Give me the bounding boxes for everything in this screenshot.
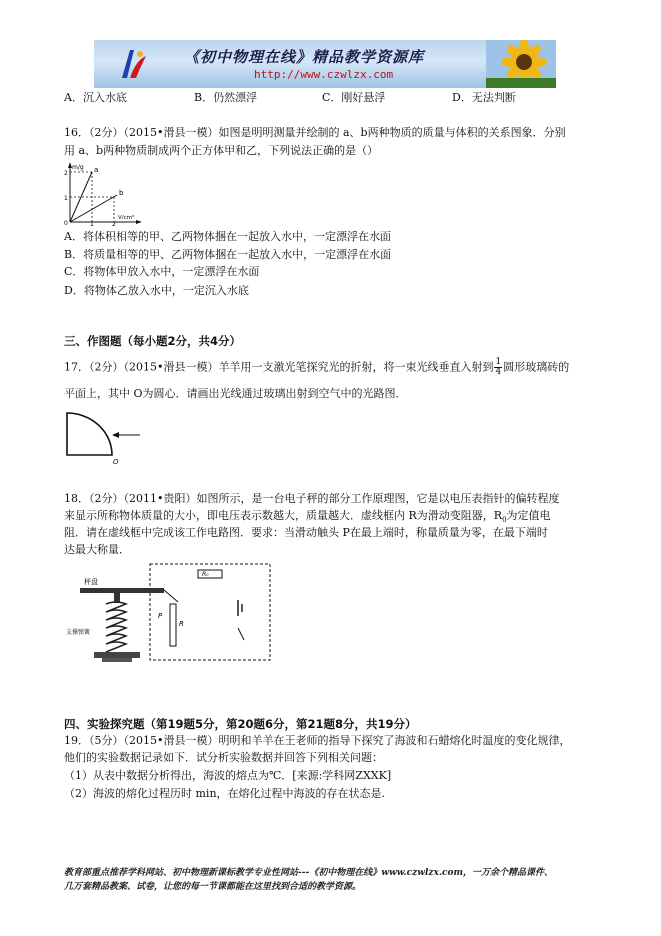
label-pan: 秤盘 [84,578,98,586]
graph-ytick-1: 1 [64,195,68,202]
q19-stem-line2: 他们的实验数据记录如下．试分析实验数据并回答下列相关问题： [64,751,383,764]
label-spring: 支撑弹簧 [66,629,91,636]
q16-stem-line2: 用 a、b两种物质制成两个正方体甲和乙，下列说法正确的是（） [64,144,379,157]
q18-stem-line2: 来显示所称物体质量的大小，即电压表示数越大，质量越大．虚线框内 R为滑动变阻器，$R_0$为定值电 [64,509,551,525]
q16-option-b: B．将质量相等的甲、乙两物体捆在一起放入水中，一定漂浮在水面 [64,248,392,261]
q15-option-d: D．无法判断 [452,91,516,104]
footer-line1: 教育部重点推荐学科网站、初中物理新课标教学专业性网站---《初中物理在线》www.czwlzx.com，一万余个精品课件、 [64,868,554,878]
banner-url: http://www.czwlzx.com [254,68,394,81]
q17-stem-line1: 17．（2分）（2015•滑县一模）羊羊用一支激光笔探究光的折射，将一束光线垂直入射到 $\frac{1}{4}$ 圆形玻璃砖的 [64,357,570,377]
graph-xlabel: V/cm³ [118,215,135,221]
figure-center-o: O [113,458,119,465]
label-slider-p: P [158,612,163,620]
footer-line2: 几万套精品教案、试卷，让您的每一节课都能在这里找到合适的教学资源。 [64,882,362,892]
q16-option-c: C．将物体甲放入水中，一定漂浮在水面 [64,265,260,278]
banner-title: 《初中物理在线》精品教学资源库 [184,48,425,66]
logo-icon [118,46,148,82]
q18-stem-line4: 达最大称量． [64,543,130,556]
section-3-heading: 三、作图题（每小题2分，共4分） [64,334,242,348]
fraction-one-quarter: $\frac{1}{4}$ [495,357,502,377]
q17-quarter-circle-figure [62,405,147,465]
header-banner [94,40,556,88]
q16-stem-line1: 16．（2分）（2015•滑县一模）如图是明明测量并绘制的 a、b两种物质的质量与体积的关系图象．分别 [64,126,566,139]
q15-option-b: B．仍然漂浮 [194,91,258,104]
q16-mass-volume-graph [62,160,142,226]
q18-scale-circuit-figure [66,560,276,672]
section-4-heading: 四、实验探究题（第19题5分，第20题6分，第21题8分，共19分） [64,717,417,731]
graph-xtick-1: 1 [90,221,94,226]
q15-option-a: A．沉入水底 [64,91,127,104]
q19-stem-line1: 19．（5分）（2015•滑县一模）明明和羊羊在王老师的指导下探究了海波和石蜡熔化时温度的变化规律， [64,734,571,747]
q19-part2: （2）海波的熔化过程历时 min，在熔化过程中海波的存在状态是. [64,787,386,800]
label-r0: R₀ [202,571,209,578]
graph-line-b-label: b [119,189,124,197]
q17-stem-line2: 平面上，其中 O为圆心．请画出光线通过玻璃出射到空气中的光路图． [64,387,407,400]
q15-option-c: C．刚好悬浮 [322,91,386,104]
q16-option-d: D．将物体乙放入水中，一定沉入水底 [64,284,249,297]
q18-stem-line3: 阻．请在虚线框中完成该工作电路图．要求：当滑动触头 P在最上端时，称量质量为零，在最下端时 [64,526,548,539]
graph-origin: 0 [64,220,68,226]
graph-ylabel: m/g [72,164,84,171]
graph-xtick-2: 2 [112,221,116,226]
q19-part1: （1）从表中数据分析得出，海波的熔点为℃．[来源:学科网ZXXK] [64,769,392,782]
sunflower-image [486,40,556,88]
graph-ytick-2: 2 [64,170,68,177]
graph-line-a-label: a [94,166,99,174]
label-rheostat-r: R [179,620,184,628]
q16-option-a: A．将体积相等的甲、乙两物体捆在一起放入水中，一定漂浮在水面 [64,230,391,243]
q18-stem-line1: 18．（2分）（2011•贵阳）如图所示，是一台电子秤的部分工作原理图，它是以电压表指针的偏转程度 [64,492,560,505]
